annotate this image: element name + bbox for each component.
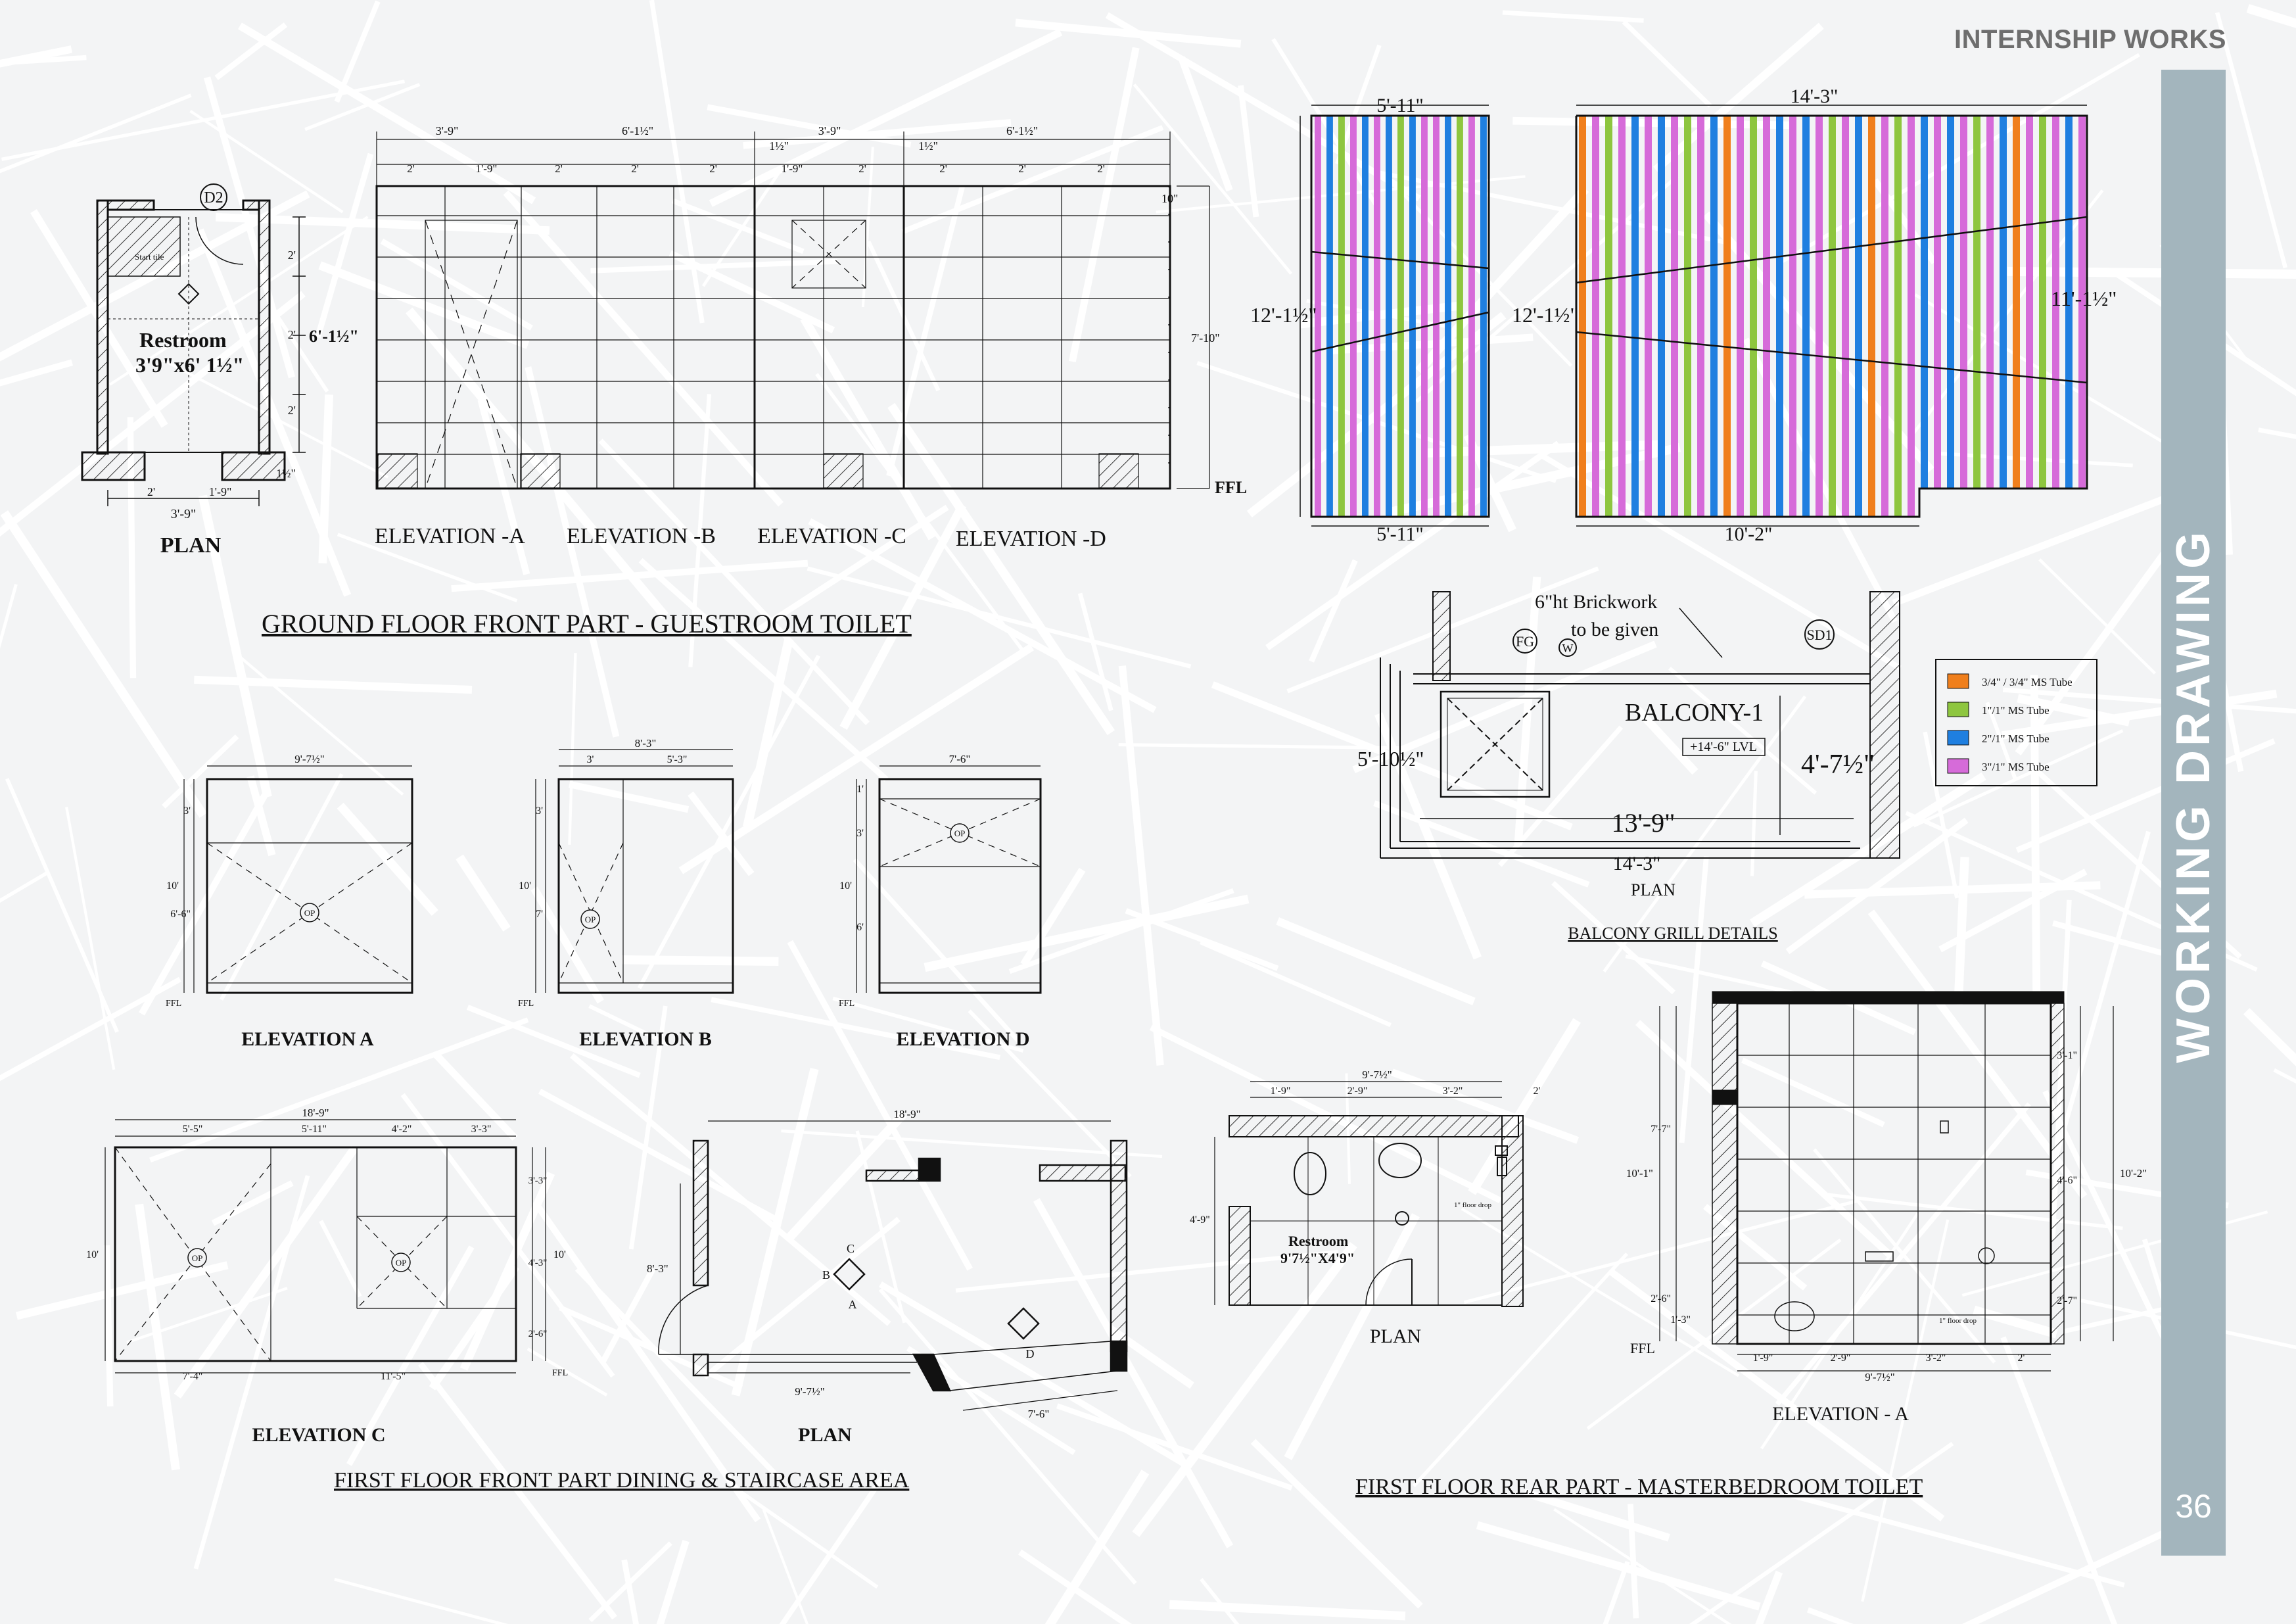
elev-c-label: ELEVATION C [252,1424,386,1446]
elev-sub-dim: 2' [631,162,639,175]
grill-bar [1921,116,1928,489]
elev-sub-dim: 1'-9" [475,162,498,175]
legend-item-3: 2"/1" MS Tube [1982,732,2050,745]
balcony-note: 6"ht Brickwork [1535,591,1658,613]
elevation-a-label: ELEVATION -A [375,524,525,548]
grill-bar [1908,116,1915,517]
elev-sub-dim: 2' [858,162,866,175]
elev-top-dim-4: 3'-9" [818,124,841,137]
grill-left-bottom-dim: 5'-11" [1376,523,1424,545]
elev-b-total: 10' [519,880,531,892]
elev-top-dim-2: 6'-1½" [621,124,654,137]
plan-width-dim: 3'-9" [170,507,197,521]
elev-c-right-1: 3'-3" [528,1176,548,1186]
master-elev-right-2: 4'-6" [2057,1175,2077,1186]
plan-height-1: 2' [287,249,296,262]
band-title: WORKING DRAWING [2167,528,2220,1063]
elev-sub-dim: 2' [939,162,947,175]
grill-bar [1374,116,1380,517]
grill-right-side-left-dim: 12'-1½" [1512,303,1579,327]
elev-c-total: 10' [86,1249,99,1260]
balcony-note-2: to be given [1571,619,1659,640]
legend-swatch [1948,702,1969,717]
grill-bar [1723,116,1731,517]
elev-d-ffl: FFL [839,999,855,1009]
dining-plan-label: PLAN [798,1424,852,1446]
grill-bar [1960,116,1967,489]
dining-plan [659,1121,1127,1410]
master-elev-bottom-1: 1'-9" [1752,1352,1773,1364]
elev-c-op-1: OP [191,1253,203,1263]
master-elev-drop: 1" floor drop [1939,1317,1977,1325]
grill-bar [1326,116,1333,517]
grill-right-top-dim: 14'-3" [1790,85,1839,107]
grill-bar [1710,116,1718,517]
grill-bar [1697,116,1704,517]
grill-bar [1986,116,1994,489]
balcony-depth-dim: 5'-10½" [1357,747,1424,771]
master-toilet-elevation [1660,991,2113,1371]
elevation-d-label: ELEVATION -D [956,527,1106,551]
elevation-b-label: ELEVATION -B [567,524,716,548]
elev-d-h3: 6' [856,922,864,933]
plan-label: PLAN [160,533,222,558]
elev-c-right-2: 4'-3" [528,1258,548,1268]
master-elev-right-3: 2'-7" [2057,1295,2077,1306]
elev-a-ffl: FFL [166,999,182,1009]
elev-a-h2: 6'-6" [170,909,191,920]
grill-bar [1816,116,1823,517]
grill-bar [1645,116,1652,517]
marker-a: A [848,1298,857,1311]
grill-bar [1397,116,1404,517]
elev-c-top-1: 5'-5" [182,1124,203,1135]
guest-toilet-title: GROUND FLOOR FRONT PART - GUESTROOM TOILET [262,609,912,638]
elev-c-bottom-2: 11'-5" [380,1371,406,1382]
elev-sub-dim: 2' [555,162,563,175]
elev-top-dim-1: 3'-9" [435,124,459,137]
elev-top-gap: 10" [1161,192,1179,205]
balcony-tag-fg: FG [1515,633,1535,650]
elev-sub-dim: 1'-9" [781,162,803,175]
balcony-total-dim: 14'-3" [1612,853,1661,874]
elev-a-h1: 3' [183,805,191,817]
grill-bar [1631,116,1639,517]
master-plan-width: 9'-7½" [1362,1068,1392,1081]
balcony-name: BALCONY-1 [1625,699,1764,727]
elev-ffl: FFL [1215,478,1248,497]
balcony-length-dim: 13'-9" [1611,808,1675,838]
grill-bar [1737,116,1744,517]
elev-top-dim-6: 6'-1½" [1006,124,1039,137]
dining-elevation-d [856,766,1041,993]
balcony-level: +14'-6" LVL [1690,740,1757,754]
master-elev-total: 10'-1" [1626,1167,1653,1180]
grill-bar [1750,116,1757,517]
legend-swatch [1948,759,1969,773]
grill-bar [1868,116,1875,517]
grill-left [1300,105,1489,526]
section-header: INTERNSHIP WORKS [1954,25,2226,54]
elev-b-h2: 7' [536,909,543,920]
page-number: 36 [2175,1488,2212,1525]
grill-bar [1789,116,1796,517]
grill-bar [1684,116,1691,517]
grill-bar [1947,116,1954,489]
grill-bar [1881,116,1888,517]
elev-a-width: 9'-7½" [294,753,325,765]
elev-d-width: 7'-6" [949,753,971,765]
elev-d-label: ELEVATION D [896,1028,1030,1050]
balcony-plan-label: PLAN [1631,880,1675,899]
grill-bar [1421,116,1428,517]
grill-bar [1842,116,1849,517]
grill-left-top-dim: 5'-11" [1376,95,1424,116]
balcony-tag-sd: SD1 [1806,627,1833,643]
door-tag: D2 [204,189,223,206]
master-elev-bottom-2: 2'-9" [1830,1352,1851,1364]
grill-bar [1362,116,1369,517]
elev-c-top-2: 5'-11" [301,1124,327,1135]
grill-bar [1409,116,1416,517]
plan-width-2: 1'-9" [208,485,232,498]
elev-a-label: ELEVATION A [241,1028,374,1050]
grill-bar [1579,116,1586,517]
master-elev-label: ELEVATION - A [1772,1403,1909,1425]
master-plan-label: PLAN [1369,1325,1422,1347]
grill-bar [1445,116,1451,517]
dining-title: FIRST FLOOR FRONT PART DINING & STAIRCASE AREA [334,1468,910,1493]
grill-bar [2013,116,2020,489]
master-plan-height: 4'-9" [1190,1214,1210,1226]
elev-b-width: 8'-3" [634,737,657,750]
elev-d-h2: 3' [856,828,864,839]
elev-sub-dim: 2' [1097,162,1105,175]
grill-bar [1894,116,1902,517]
elev-top-dim-3: 1½" [769,139,789,153]
master-toilet-plan [1215,1082,1523,1306]
elev-height: 7'-10" [1191,331,1220,345]
elev-c-right-3: 2'-6" [528,1329,548,1339]
balcony-inner-dim: 4'-7½" [1801,750,1875,780]
grill-bar [2026,116,2033,489]
legend-swatch [1948,674,1969,688]
grill-bar [1433,116,1440,517]
elev-d-op: OP [954,828,966,838]
grill-bar [1671,116,1678,517]
dining-plan-b2: 7'-6" [1027,1408,1050,1420]
grill-bar [1855,116,1862,517]
grill-details-title: BALCONY GRILL DETAILS [1568,924,1778,943]
elev-c-op-2: OP [395,1258,407,1268]
room-name: Restroom [139,328,227,352]
elev-c-inner-h: 10' [553,1249,566,1260]
grill-bar [1605,116,1612,517]
grill-right-bottom-dim: 10'-2" [1724,523,1773,545]
elev-b-label: ELEVATION B [579,1028,712,1050]
grill-left-side-dim: 12'-1½" [1250,303,1317,327]
grill-bar [1350,116,1357,517]
elev-c-width: 18'-9" [302,1107,329,1119]
master-room-name: Restroom [1288,1233,1349,1249]
master-elev-left-2: 2'-6" [1651,1293,1671,1304]
elev-a-total: 10' [166,880,179,892]
dining-elevation-b [536,750,733,993]
elev-c-top-4: 3'-3" [471,1124,492,1135]
grill-bar [2000,116,2007,489]
elev-c-top-3: 4'-2" [391,1124,412,1135]
grill-bar [1829,116,1836,517]
elev-b-h1: 3' [536,805,543,817]
grill-bar [2039,116,2046,489]
elevation-c-label: ELEVATION -C [757,524,906,548]
master-plan-drop: 1" floor drop [1454,1201,1492,1209]
grill-right [1576,105,2087,526]
master-elev-left-1: 7'-7" [1651,1124,1671,1135]
master-toilet-title: FIRST FLOOR REAR PART - MASTERBEDROOM TOILET [1355,1475,1923,1499]
grill-bar [1457,116,1463,517]
elev-b-w2: 5'-3" [667,754,688,765]
grill-bar [1802,116,1810,517]
elev-b-ffl: FFL [518,999,534,1009]
grill-bar [1386,116,1392,517]
plan-width-1: 2' [147,485,156,498]
plan-height-4: 1½" [276,467,296,480]
elev-d-h1: 1' [856,784,864,795]
grill-bar [1592,116,1599,517]
legend-item-1: 3/4" / 3/4" MS Tube [1982,676,2073,688]
grill-right-side-right-dim: 11'-1½" [2051,287,2117,310]
plan-height-2: 2' [287,328,296,341]
grill-bar [1658,116,1665,517]
dining-elevation-c [105,1120,546,1373]
start-tile-note: Start tile [135,252,164,262]
dining-plan-height: 8'-3" [647,1262,668,1275]
dining-elevation-a [184,766,412,993]
master-elev-right-1: 3'-1" [2057,1050,2077,1061]
plan-height-3: 2' [287,404,296,417]
guest-toilet-elevations [377,131,1209,489]
master-plan-seg-3: 3'-2" [1442,1086,1463,1097]
master-elev-bottom-3: 3'-2" [1925,1352,1946,1364]
marker-b: B [822,1268,831,1281]
dining-plan-b1: 9'-7½" [795,1385,825,1398]
grill-bar [1776,116,1783,517]
master-elev-right-total: 10'-2" [2120,1167,2147,1180]
grill-bar [1338,116,1345,517]
elev-c-ffl: FFL [552,1368,569,1378]
grill-bar [1763,116,1770,517]
balcony-tag-w: W [1562,642,1574,655]
master-elev-left-3: 1'-3" [1670,1314,1691,1325]
legend-item-2: 1"/1" MS Tube [1982,704,2050,717]
elev-a-op: OP [304,908,316,918]
room-size: 3'9"x6' 1½" [135,353,245,377]
elev-sub-dim: 2' [407,162,415,175]
grill-bar [1618,116,1626,517]
master-elev-bottom-4: 2' [2017,1352,2025,1364]
elev-b-w1: 3' [586,754,594,765]
master-plan-seg-1: 1'-9" [1270,1086,1291,1097]
master-room-size: 9'7½"X4'9" [1280,1250,1355,1266]
elev-sub-dim: 2' [709,162,717,175]
plan-height-dim: 6'-1½" [309,327,359,346]
master-elev-bottom-total: 9'-7½" [1865,1371,1895,1383]
marker-d: D [1025,1347,1035,1360]
master-plan-seg-2: 2'-9" [1347,1086,1368,1097]
master-plan-seg-4: 2' [1533,1086,1541,1097]
legend-item-4: 3"/1" MS Tube [1982,761,2050,773]
legend-swatch [1948,730,1969,745]
grill-bar [1934,116,1941,489]
master-elev-ffl: FFL [1630,1340,1655,1356]
dining-plan-width: 18'-9" [893,1108,921,1120]
elev-d-total: 10' [839,880,852,892]
elev-sub-dim: 2' [1018,162,1026,175]
marker-c: C [846,1242,855,1255]
grill-bar [1480,116,1487,517]
elev-b-op: OP [584,915,596,924]
elev-top-dim-5: 1½" [918,139,938,153]
elev-c-bottom-1: 7'-4" [182,1371,203,1382]
grill-bar [1973,116,1980,489]
